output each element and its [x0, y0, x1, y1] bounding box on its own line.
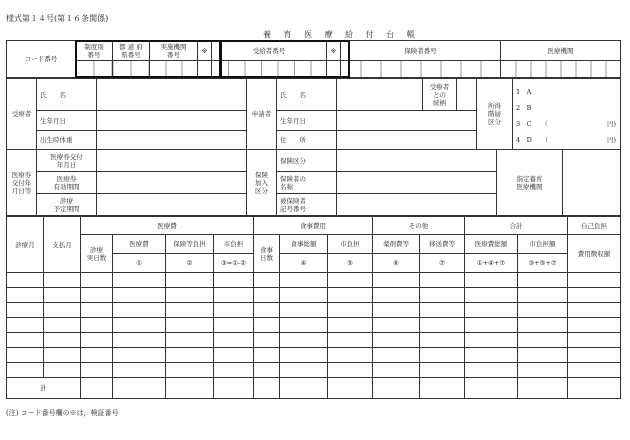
birth-weight-input[interactable]	[97, 131, 247, 150]
ledger-cell[interactable]	[328, 303, 373, 318]
applicant-name-label: 氏 名	[277, 79, 337, 111]
code-table	[6, 40, 621, 78]
table-row	[7, 363, 621, 378]
ledger-cell[interactable]	[420, 333, 465, 348]
ledger-cell[interactable]	[44, 288, 81, 303]
applicant-name-input[interactable]	[337, 79, 423, 111]
ledger-cell[interactable]	[373, 273, 420, 288]
col-drug-cost: 薬剤費等	[373, 235, 420, 254]
ledger-cell[interactable]	[280, 303, 328, 318]
ledger-cell[interactable]	[7, 273, 44, 288]
ledger-cell[interactable]	[44, 303, 81, 318]
ledger-cell[interactable]	[214, 288, 254, 303]
pref-label: 都 道 府 県番号	[113, 41, 150, 61]
formula-1: ①	[113, 254, 166, 273]
ledger-cell[interactable]	[166, 363, 214, 378]
patient-name-input[interactable]	[97, 79, 247, 111]
total-cell[interactable]	[113, 378, 166, 399]
total-cell[interactable]	[280, 378, 328, 399]
applicant-address-label: 住 所	[277, 131, 337, 150]
insurance-section-label: 保険 加入 区分	[247, 150, 277, 216]
insurance-type-input[interactable]	[337, 150, 497, 172]
insurance-type-label: 保険区分	[277, 150, 337, 172]
ledger-cell[interactable]	[465, 348, 518, 363]
col-total-city: 市負担額	[518, 235, 568, 254]
ledger-cell[interactable]	[568, 363, 621, 378]
recipient-number-input[interactable]	[212, 61, 327, 78]
ledger-cell[interactable]	[81, 273, 113, 288]
seido-input[interactable]	[76, 61, 113, 78]
ledger-cell[interactable]	[44, 318, 81, 333]
ledger-cell[interactable]	[81, 303, 113, 318]
applicant-birthdate-input[interactable]	[337, 111, 477, 131]
patient-section-label: 受療者	[7, 79, 37, 150]
ledger-cell[interactable]	[7, 318, 44, 333]
total-cell[interactable]	[81, 378, 113, 399]
ledger-cell[interactable]	[7, 363, 44, 378]
ledger-cell[interactable]	[214, 363, 254, 378]
ledger-cell[interactable]	[373, 348, 420, 363]
ledger-cell[interactable]	[518, 273, 568, 288]
ledger-cell[interactable]	[328, 363, 373, 378]
ledger-cell[interactable]	[166, 303, 214, 318]
page-title: 養 育 医 療 給 付 台 帳	[263, 30, 420, 39]
col-exam-days: 診療 実日数	[81, 235, 113, 273]
ledger-cell[interactable]	[465, 333, 518, 348]
table-row	[7, 273, 621, 288]
income-option-a[interactable]: 1 A	[516, 88, 532, 96]
agency-input[interactable]	[150, 61, 198, 78]
income-option-d[interactable]: 4 D （ 円)	[516, 136, 616, 144]
form-number: 様式第１４号(第１６条関係)	[6, 14, 109, 23]
ledger-cell[interactable]	[465, 273, 518, 288]
ledger-cell[interactable]	[518, 333, 568, 348]
ledger-cell[interactable]	[465, 318, 518, 333]
income-label: 所得 階層 区分	[477, 79, 513, 150]
group-other: その他	[373, 217, 465, 235]
total-cell[interactable]	[254, 378, 280, 399]
seido-label: 制度別 番号	[76, 41, 113, 61]
insurer-name-label: 保険者の 名称	[277, 172, 337, 194]
insured-number-input[interactable]	[337, 194, 497, 216]
insurer-name-input[interactable]	[337, 172, 497, 194]
group-meal: 食事費用	[254, 217, 373, 235]
col-fee-collected: 費用徴収額	[568, 235, 621, 273]
ledger-cell[interactable]	[280, 348, 328, 363]
ledger-cell[interactable]	[420, 288, 465, 303]
patient-name-label: 氏 名	[37, 79, 97, 111]
ledger-cell[interactable]	[465, 288, 518, 303]
col-exam-month: 診療月	[7, 217, 44, 273]
table-row	[7, 348, 621, 363]
ledger-cell[interactable]	[254, 303, 280, 318]
ledger-cell[interactable]	[44, 348, 81, 363]
ledger-cell[interactable]	[166, 333, 214, 348]
total-cell[interactable]	[214, 378, 254, 399]
ledger-cell[interactable]	[568, 303, 621, 318]
ledger-cell[interactable]	[518, 348, 568, 363]
ledger-cell[interactable]	[328, 333, 373, 348]
ledger-cell[interactable]	[568, 288, 621, 303]
ledger-cell[interactable]	[568, 318, 621, 333]
recipient-number-label: 受給者番号	[212, 41, 327, 61]
ledger-cell[interactable]	[113, 288, 166, 303]
ledger-cell[interactable]	[254, 318, 280, 333]
ledger-cell[interactable]	[113, 333, 166, 348]
check-mark-2: ※	[327, 41, 341, 61]
ledger-cell[interactable]	[7, 288, 44, 303]
col-insurance-burden: 保険等負担	[166, 235, 214, 254]
ledger-cell[interactable]	[420, 303, 465, 318]
ledger-cell[interactable]	[420, 318, 465, 333]
ledger-cell[interactable]	[166, 273, 214, 288]
income-option-b[interactable]: 2 B	[516, 104, 532, 112]
insurer-number-label: 保険者番号	[341, 41, 501, 61]
designated-institution-input[interactable]	[563, 150, 621, 216]
insurer-number-input[interactable]	[341, 61, 501, 78]
ledger-cell[interactable]	[81, 288, 113, 303]
ledger-cell[interactable]	[7, 333, 44, 348]
formula-7: ⑦	[420, 254, 465, 273]
ledger-cell[interactable]	[254, 348, 280, 363]
ledger-cell[interactable]	[44, 333, 81, 348]
col-meal-total: 食事総額	[280, 235, 328, 254]
patient-birthdate-label: 生年月日	[37, 111, 97, 131]
ledger-cell[interactable]	[214, 333, 254, 348]
formula-2: ②	[166, 254, 214, 273]
check-input-1[interactable]	[198, 61, 212, 78]
ledger-cell[interactable]	[518, 363, 568, 378]
ledger-cell[interactable]	[328, 348, 373, 363]
patient-birthdate-input[interactable]	[97, 111, 247, 131]
ledger-cell[interactable]	[254, 288, 280, 303]
ledger-cell[interactable]	[280, 273, 328, 288]
dates-section-label: 医療券 交付年 月日等	[7, 150, 37, 216]
ledger-cell[interactable]	[113, 303, 166, 318]
pref-input[interactable]	[113, 61, 150, 78]
ledger-cell[interactable]	[81, 318, 113, 333]
total-cell[interactable]	[373, 378, 420, 399]
table-row	[7, 333, 621, 348]
col-meal-days: 食事 日数	[254, 235, 280, 273]
dates-table	[6, 149, 621, 216]
ledger-cell[interactable]	[214, 273, 254, 288]
exam-period-label: 診療 予定期間	[37, 194, 97, 216]
table-row	[7, 318, 621, 333]
ledger-table	[6, 216, 621, 399]
medical-institution-label: 医療機関	[501, 41, 621, 61]
check-input-2[interactable]	[327, 61, 341, 78]
check-mark-1: ※	[198, 41, 212, 61]
formula-4: ④	[280, 254, 328, 273]
ledger-cell[interactable]	[81, 348, 113, 363]
col-transfer-cost: 移送費等	[420, 235, 465, 254]
relation-input[interactable]	[457, 79, 477, 111]
table-row	[7, 303, 621, 318]
ledger-cell[interactable]	[420, 273, 465, 288]
total-cell[interactable]	[518, 378, 568, 399]
ledger-cell[interactable]	[328, 288, 373, 303]
code-label: コード番号	[7, 41, 76, 78]
ledger-cell[interactable]	[280, 333, 328, 348]
ledger-cell[interactable]	[166, 318, 214, 333]
formula-6: ⑥	[373, 254, 420, 273]
ledger-cell[interactable]	[373, 363, 420, 378]
ledger-cell[interactable]	[328, 273, 373, 288]
applicant-birthdate-label: 生年月日	[277, 111, 337, 131]
validity-input[interactable]	[97, 172, 247, 194]
col-city-burden: 市負担	[214, 235, 254, 254]
ledger-cell[interactable]	[280, 363, 328, 378]
insured-number-label: 被保険者 記号番号	[277, 194, 337, 216]
ledger-cell[interactable]	[166, 348, 214, 363]
ledger-cell[interactable]	[568, 348, 621, 363]
validity-label: 医療券 有効期間	[37, 172, 97, 194]
col-payment-month: 支払月	[44, 217, 81, 273]
ledger-rows	[7, 273, 621, 378]
ledger-cell[interactable]	[254, 363, 280, 378]
group-self: 自己負担	[568, 217, 621, 235]
exam-period-input[interactable]	[97, 194, 247, 216]
col-medical-cost: 医療費	[113, 235, 166, 254]
total-row-label: 計	[7, 378, 81, 399]
formula-9: ③+⑤+⑦	[518, 254, 568, 273]
col-meal-city: 市負担	[328, 235, 373, 254]
ledger-cell[interactable]	[7, 348, 44, 363]
income-option-c[interactable]: 3 C （ 円)	[516, 120, 616, 128]
total-cell[interactable]	[166, 378, 214, 399]
relation-label: 受療者 との 続柄	[423, 79, 457, 111]
ledger-cell[interactable]	[373, 333, 420, 348]
issue-date-label: 医療券交付 年月日	[37, 150, 97, 172]
ledger-cell[interactable]	[7, 303, 44, 318]
ledger-cell[interactable]	[420, 363, 465, 378]
ledger-cell[interactable]	[44, 273, 81, 288]
income-options[interactable]	[513, 79, 621, 150]
ledger-cell[interactable]	[518, 303, 568, 318]
formula-5: ⑤	[328, 254, 373, 273]
ledger-cell[interactable]	[113, 318, 166, 333]
designated-institution-label: 指定養育 医療機関	[497, 150, 563, 216]
ledger-cell[interactable]	[373, 288, 420, 303]
birth-weight-label: 出生時体重	[37, 131, 97, 150]
total-cell[interactable]	[420, 378, 465, 399]
group-total: 合計	[465, 217, 568, 235]
ledger-cell[interactable]	[44, 363, 81, 378]
ledger-cell[interactable]	[373, 318, 420, 333]
footnote: (注) コード番号欄の※は，検証番号	[6, 409, 119, 417]
applicant-address-input[interactable]	[337, 131, 477, 150]
total-cell[interactable]	[465, 378, 518, 399]
ledger-cell[interactable]	[465, 363, 518, 378]
ledger-cell[interactable]	[373, 303, 420, 318]
applicant-section-label: 申請者	[247, 79, 277, 150]
ledger-cell[interactable]	[568, 273, 621, 288]
ledger-cell[interactable]	[518, 318, 568, 333]
ledger-cell[interactable]	[214, 318, 254, 333]
ledger-cell[interactable]	[81, 363, 113, 378]
ledger-cell[interactable]	[113, 363, 166, 378]
issue-date-input[interactable]	[97, 150, 247, 172]
agency-label: 実施機関 番号	[150, 41, 198, 61]
col-total-medical: 医療費総額	[465, 235, 518, 254]
ledger-cell[interactable]	[465, 303, 518, 318]
ledger-cell[interactable]	[280, 318, 328, 333]
ledger-cell[interactable]	[518, 288, 568, 303]
total-cell[interactable]	[568, 378, 621, 399]
formula-8: ①+④+⑦	[465, 254, 518, 273]
ledger-cell[interactable]	[328, 318, 373, 333]
table-row	[7, 288, 621, 303]
ledger-cell[interactable]	[214, 303, 254, 318]
ledger-cell[interactable]	[166, 288, 214, 303]
ledger-cell[interactable]	[113, 273, 166, 288]
total-cell[interactable]	[328, 378, 373, 399]
ledger-cell[interactable]	[254, 273, 280, 288]
ledger-cell[interactable]	[254, 333, 280, 348]
ledger-cell[interactable]	[280, 288, 328, 303]
formula-3: ③=①-②	[214, 254, 254, 273]
ledger-cell[interactable]	[420, 348, 465, 363]
medical-institution-input[interactable]	[501, 61, 621, 78]
ledger-cell[interactable]	[214, 348, 254, 363]
ledger-cell[interactable]	[81, 333, 113, 348]
ledger-cell[interactable]	[113, 348, 166, 363]
patient-table	[6, 78, 621, 150]
group-medical-cost: 医療費	[81, 217, 254, 235]
ledger-cell[interactable]	[568, 333, 621, 348]
